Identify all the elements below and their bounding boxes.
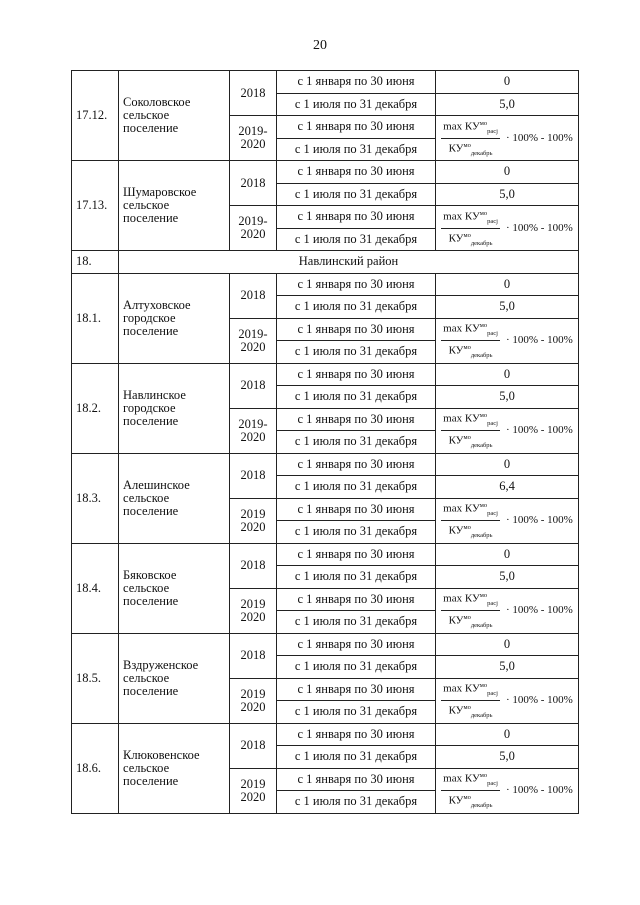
formula-fraction: $\frac{\max КУ^{мо}_{расj}}{КУ^{мо}_{декабрь}}$	[441, 117, 500, 160]
year-cell: 2019 2020	[230, 678, 277, 723]
settlement-name: Шумаровское сельское поселение	[119, 161, 230, 251]
year-cell: 2019-2020	[230, 318, 277, 363]
period-cell: с 1 января по 30 июня	[277, 71, 436, 94]
formula-fraction: $\frac{\max КУ^{мо}_{расj}}{КУ^{мо}_{декабрь}}$	[441, 499, 500, 542]
year-cell: 2018	[230, 273, 277, 318]
period-cell: с 1 января по 30 июня	[277, 116, 436, 139]
period-cell: с 1 июля по 31 декабря	[277, 566, 436, 589]
formula: $\frac{\max КУ^{мо}_{расj}}{КУ^{мо}_{декабрь}}$ · 100% - 100%	[441, 207, 573, 250]
period-cell: с 1 июля по 31 декабря	[277, 341, 436, 364]
period-cell: с 1 июля по 31 декабря	[277, 656, 436, 679]
value-cell: 5,0	[436, 93, 579, 116]
value-cell: 0	[436, 363, 579, 386]
settlement-name: Вздруженское сельское поселение	[119, 633, 230, 723]
settlement-name: Алешинское сельское поселение	[119, 453, 230, 543]
formula-fraction: $\frac{\max КУ^{мо}_{расj}}{КУ^{мо}_{декабрь}}$	[441, 319, 500, 362]
value-cell: 0	[436, 161, 579, 184]
period-cell: с 1 января по 30 июня	[277, 273, 436, 296]
value-cell: 0	[436, 453, 579, 476]
row-number: 18.3.	[72, 453, 119, 543]
value-cell: 0	[436, 543, 579, 566]
year-cell: 2019 2020	[230, 498, 277, 543]
period-cell: с 1 января по 30 июня	[277, 408, 436, 431]
period-cell: с 1 января по 30 июня	[277, 318, 436, 341]
period-cell: с 1 июля по 31 декабря	[277, 611, 436, 634]
row-number: 18.6.	[72, 723, 119, 813]
formula: $\frac{\max КУ^{мо}_{расj}}{КУ^{мо}_{декабрь}}$ · 100% - 100%	[441, 679, 573, 722]
settlement-name: Бяковское сельское поселение	[119, 543, 230, 633]
value-cell: 0	[436, 71, 579, 94]
settlement-name: Алтуховское городское поселение	[119, 273, 230, 363]
period-cell: с 1 января по 30 июня	[277, 678, 436, 701]
formula-cell	[436, 588, 579, 633]
row-number: 18.4.	[72, 543, 119, 633]
formula-fraction: $\frac{\max КУ^{мо}_{расj}}{КУ^{мо}_{декабрь}}$	[441, 769, 500, 812]
page-number: 20	[313, 38, 327, 53]
period-cell: с 1 июля по 31 декабря	[277, 138, 436, 161]
value-cell: 5,0	[436, 566, 579, 589]
period-cell: с 1 июля по 31 декабря	[277, 476, 436, 499]
table-row	[72, 633, 579, 656]
year-cell: 2018	[230, 363, 277, 408]
row-number: 17.13.	[72, 161, 119, 251]
value-cell: 6,4	[436, 476, 579, 499]
year-cell: 2018	[230, 71, 277, 116]
year-cell: 2018	[230, 161, 277, 206]
formula: $\frac{\max КУ^{мо}_{расj}}{КУ^{мо}_{декабрь}}$ · 100% - 100%	[441, 589, 573, 632]
period-cell: с 1 января по 30 июня	[277, 498, 436, 521]
formula: $\frac{\max КУ^{мо}_{расj}}{КУ^{мо}_{декабрь}}$ · 100% - 100%	[441, 409, 573, 452]
year-cell: 2019 2020	[230, 768, 277, 813]
period-cell: с 1 июля по 31 декабря	[277, 386, 436, 409]
table-row	[72, 723, 579, 746]
period-cell: с 1 января по 30 июня	[277, 206, 436, 229]
settlement-name: Навлинское городское поселение	[119, 363, 230, 453]
period-cell: с 1 января по 30 июня	[277, 453, 436, 476]
formula: $\frac{\max КУ^{мо}_{расj}}{КУ^{мо}_{декабрь}}$ · 100% - 100%	[441, 117, 573, 160]
value-cell: 5,0	[436, 746, 579, 769]
formula-cell	[436, 768, 579, 813]
period-cell: с 1 июля по 31 декабря	[277, 431, 436, 454]
period-cell: с 1 января по 30 июня	[277, 723, 436, 746]
period-cell: с 1 января по 30 июня	[277, 543, 436, 566]
row-number: 18.5.	[72, 633, 119, 723]
year-cell: 2018	[230, 723, 277, 768]
year-cell: 2018	[230, 453, 277, 498]
district-row	[72, 251, 579, 274]
formula: $\frac{\max КУ^{мо}_{расj}}{КУ^{мо}_{декабрь}}$ · 100% - 100%	[441, 499, 573, 542]
formula-fraction: $\frac{\max КУ^{мо}_{расj}}{КУ^{мо}_{декабрь}}$	[441, 207, 500, 250]
period-cell: с 1 января по 30 июня	[277, 768, 436, 791]
year-cell: 2019-2020	[230, 206, 277, 251]
table-row	[72, 161, 579, 184]
formula-cell	[436, 498, 579, 543]
value-cell: 0	[436, 633, 579, 656]
period-cell: с 1 января по 30 июня	[277, 363, 436, 386]
value-cell: 5,0	[436, 386, 579, 409]
period-cell: с 1 июля по 31 декабря	[277, 521, 436, 544]
value-cell: 0	[436, 723, 579, 746]
value-cell: 5,0	[436, 656, 579, 679]
period-cell: с 1 июля по 31 декабря	[277, 701, 436, 724]
formula-cell	[436, 116, 579, 161]
formula-cell	[436, 408, 579, 453]
row-number: 18.	[72, 251, 119, 274]
year-cell: 2019-2020	[230, 116, 277, 161]
period-cell: с 1 января по 30 июня	[277, 161, 436, 184]
table-row	[72, 273, 579, 296]
period-cell: с 1 июля по 31 декабря	[277, 228, 436, 251]
formula-fraction: $\frac{\max КУ^{мо}_{расj}}{КУ^{мо}_{декабрь}}$	[441, 409, 500, 452]
formula-fraction: $\frac{\max КУ^{мо}_{расj}}{КУ^{мо}_{декабрь}}$	[441, 589, 500, 632]
row-number: 18.1.	[72, 273, 119, 363]
settlement-name: Соколовское сельское поселение	[119, 71, 230, 161]
district-name: Навлинский район	[119, 251, 579, 274]
formula-cell	[436, 206, 579, 251]
period-cell: с 1 июля по 31 декабря	[277, 746, 436, 769]
table-row	[72, 543, 579, 566]
period-cell: с 1 января по 30 июня	[277, 588, 436, 611]
year-cell: 2019-2020	[230, 408, 277, 453]
formula-cell	[436, 318, 579, 363]
year-cell: 2018	[230, 633, 277, 678]
formula-fraction: $\frac{\max КУ^{мо}_{расj}}{КУ^{мо}_{декабрь}}$	[441, 679, 500, 722]
year-cell: 2019 2020	[230, 588, 277, 633]
formula: $\frac{\max КУ^{мо}_{расj}}{КУ^{мо}_{декабрь}}$ · 100% - 100%	[441, 319, 573, 362]
value-cell: 5,0	[436, 183, 579, 206]
table-row	[72, 453, 579, 476]
period-cell: с 1 июля по 31 декабря	[277, 791, 436, 814]
table-row	[72, 363, 579, 386]
period-cell: с 1 июля по 31 декабря	[277, 296, 436, 319]
row-number: 18.2.	[72, 363, 119, 453]
year-cell: 2018	[230, 543, 277, 588]
formula: $\frac{\max КУ^{мо}_{расj}}{КУ^{мо}_{декабрь}}$ · 100% - 100%	[441, 769, 573, 812]
settlement-name: Клюковенское сельское поселение	[119, 723, 230, 813]
value-cell: 0	[436, 273, 579, 296]
table-row	[72, 71, 579, 94]
value-cell: 5,0	[436, 296, 579, 319]
period-cell: с 1 июля по 31 декабря	[277, 183, 436, 206]
period-cell: с 1 июля по 31 декабря	[277, 93, 436, 116]
row-number: 17.12.	[72, 71, 119, 161]
formula-cell	[436, 678, 579, 723]
tariff-table	[71, 70, 579, 814]
period-cell: с 1 января по 30 июня	[277, 633, 436, 656]
